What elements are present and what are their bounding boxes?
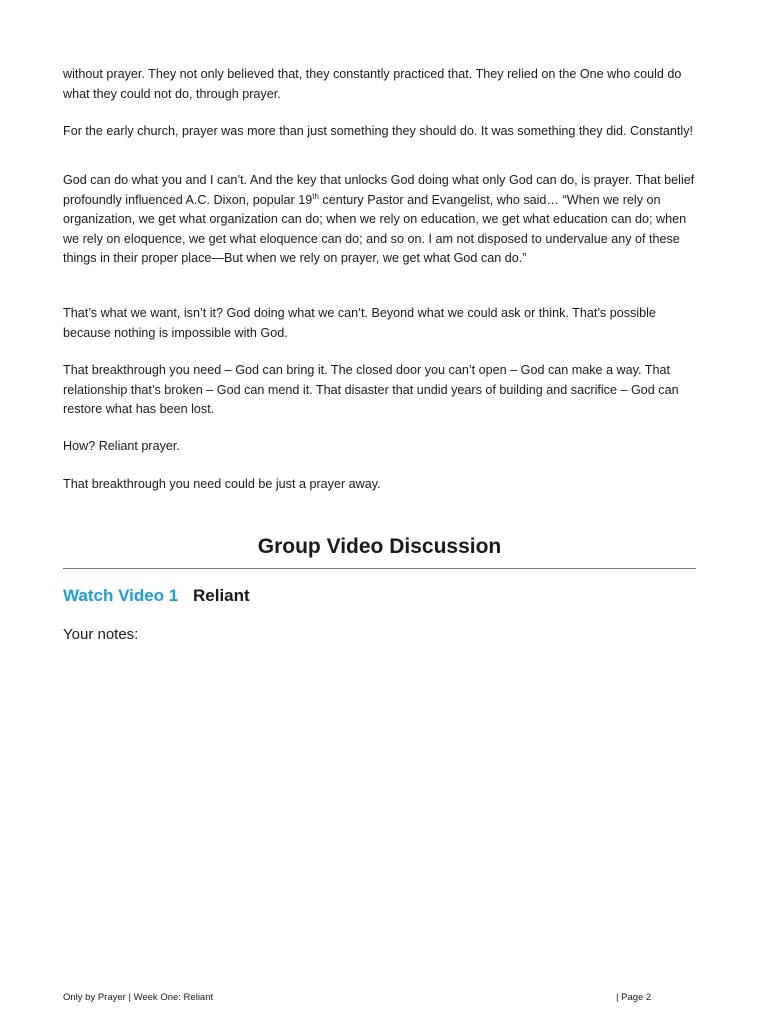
section-divider — [63, 568, 696, 569]
footer-page-number: | Page 2 — [616, 992, 652, 1003]
paragraph-4: That’s what we want, isn’t it? God doing what we can’t. Beyond what we could ask or think. That’s possible because nothing is impossible with God. — [63, 306, 656, 340]
watch-video-title: Reliant — [192, 586, 250, 605]
paragraph-3-text-b: century Pastor and Evangelist, who said… “When we rely on organization, we get what organization can do; when we rely on education, we get what education can do; when we rely on eloquence, we get what eloquence can do; and so on. I am not disposed to undervalue any of these things in their proper place—But when we rely on prayer, we get what God can do.” — [63, 192, 687, 265]
watch-video-heading — [63, 584, 250, 608]
paragraph-2: For the early church, prayer was more than just something they should do. It was something they did. Constantly! — [63, 124, 694, 138]
footer-title: Only by Prayer | Week One: Reliant — [63, 992, 214, 1003]
paragraph-3-text-a: God can do what you and I can’t. And the key that unlocks God doing what only God can do, is prayer. That belief profoundly influenced A.C. Dixon, popular 19 — [63, 173, 695, 207]
paragraph-1: without prayer. They not only believed that, they constantly practiced that. They relied on the One who could do what they could not do, through prayer. — [63, 67, 682, 101]
paragraph-5: That breakthrough you need – God can bring it. The closed door you can’t open – God can make a way. That relationship that’s broken – God can mend it. That disaster that undid years of building and sacrifice – God can restore what has been lost. — [63, 363, 679, 416]
paragraph-7: That breakthrough you need could be just a prayer away. — [63, 477, 381, 491]
paragraph-6: How? Reliant prayer. — [63, 439, 180, 453]
notes-label: Your notes: — [63, 626, 139, 643]
ordinal-superscript: th — [312, 191, 319, 201]
paragraph-3 — [63, 171, 703, 269]
watch-video-label: Watch Video 1 — [63, 586, 179, 605]
section-title: Group Video Discussion — [257, 535, 502, 558]
